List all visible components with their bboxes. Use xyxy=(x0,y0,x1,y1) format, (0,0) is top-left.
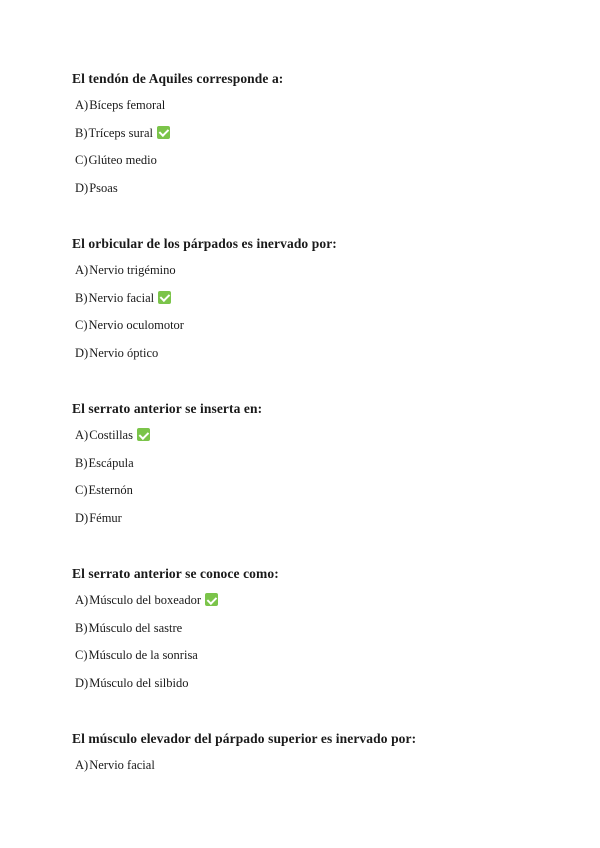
option-letter: A) xyxy=(75,593,89,607)
option-d xyxy=(75,509,572,527)
question-4 xyxy=(72,565,572,692)
question-title: El orbicular de los párpados es inervado por: xyxy=(72,236,337,251)
check-mark-icon xyxy=(137,428,150,441)
check-mark-icon xyxy=(157,126,170,139)
option-c xyxy=(75,316,572,334)
option-text: Tríceps sural xyxy=(88,125,153,140)
option-d xyxy=(75,674,572,692)
option-letter: D) xyxy=(75,675,89,690)
option-list xyxy=(72,261,572,362)
option-list xyxy=(72,591,572,692)
option-letter: C) xyxy=(75,483,88,497)
question-title: El serrato anterior se inserta en: xyxy=(72,401,263,416)
option-text: Nervio trigémino xyxy=(89,263,176,277)
option-text: Músculo del boxeador xyxy=(89,593,201,607)
option-letter: B) xyxy=(75,290,88,305)
option-text: Fémur xyxy=(89,510,122,525)
option-c xyxy=(75,151,572,169)
option-a xyxy=(75,261,572,279)
option-letter: B) xyxy=(75,620,88,635)
option-c xyxy=(75,646,572,664)
question-3 xyxy=(72,400,572,527)
option-letter: A) xyxy=(75,263,89,277)
option-text: Músculo de la sonrisa xyxy=(88,648,198,662)
question-5 xyxy=(72,730,572,774)
option-b xyxy=(75,124,572,142)
option-a xyxy=(75,96,572,114)
option-text: Psoas xyxy=(89,180,118,195)
option-d xyxy=(75,344,572,362)
option-text: Nervio oculomotor xyxy=(88,318,184,332)
option-letter: C) xyxy=(75,153,88,167)
option-a xyxy=(75,591,572,609)
option-text: Escápula xyxy=(88,455,134,470)
option-letter: D) xyxy=(75,510,89,525)
option-a xyxy=(75,426,572,444)
option-letter: A) xyxy=(75,98,89,112)
option-text: Músculo del silbido xyxy=(89,675,189,690)
question-2 xyxy=(72,235,572,362)
option-d xyxy=(75,179,572,197)
question-title: El músculo elevador del párpado superior es inervado por: xyxy=(72,731,417,746)
option-letter: D) xyxy=(75,345,89,360)
check-mark-icon xyxy=(205,593,218,606)
option-list xyxy=(72,96,572,197)
option-letter: C) xyxy=(75,648,88,662)
option-letter: D) xyxy=(75,180,89,195)
question-1 xyxy=(72,70,572,197)
option-text: Nervio facial xyxy=(89,758,155,772)
option-text: Músculo del sastre xyxy=(88,620,183,635)
option-c xyxy=(75,481,572,499)
option-list xyxy=(72,756,572,774)
check-mark-icon xyxy=(158,291,171,304)
option-text: Esternón xyxy=(88,483,133,497)
option-text: Costillas xyxy=(89,428,133,442)
option-text: Nervio facial xyxy=(88,290,155,305)
option-list xyxy=(72,426,572,527)
option-b xyxy=(75,289,572,307)
option-a xyxy=(75,756,572,774)
question-title: El tendón de Aquiles corresponde a: xyxy=(72,71,284,86)
option-letter: C) xyxy=(75,318,88,332)
option-b xyxy=(75,454,572,472)
option-text: Glúteo medio xyxy=(88,153,157,167)
option-text: Nervio óptico xyxy=(89,345,159,360)
option-text: Bíceps femoral xyxy=(89,98,166,112)
option-letter: A) xyxy=(75,758,89,772)
option-letter: A) xyxy=(75,428,89,442)
option-letter: B) xyxy=(75,125,88,140)
option-letter: B) xyxy=(75,455,88,470)
option-b xyxy=(75,619,572,637)
question-title: El serrato anterior se conoce como: xyxy=(72,566,279,581)
